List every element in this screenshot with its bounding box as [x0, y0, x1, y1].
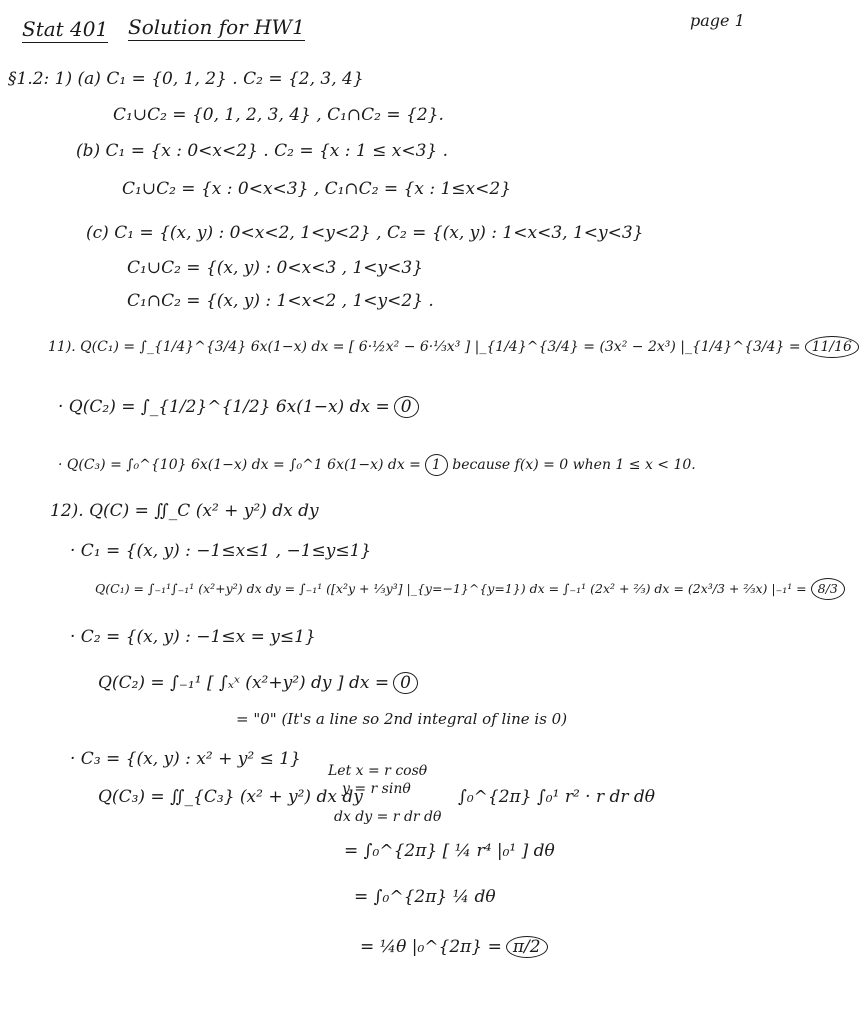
line-11-qc1: 11). Q(C₁) = ∫_{1/4}^{3/4} 6x(1−x) dx = [ 6·½x² − 6·⅓x³ ] |_{1/4}^{3/4} = (3x² − 2x³) |_{1/4}^{3/4} = 11/16 — [48, 336, 859, 358]
page-title: Solution for HW1 — [128, 15, 305, 39]
line-1c-intersection: C₁∩C₂ = {(x, y) : 1<x<2 , 1<y<2} . — [127, 291, 434, 311]
line-1a-union: C₁∪C₂ = {0, 1, 2, 3, 4} , C₁∩C₂ = {2}. — [113, 105, 444, 125]
answer-12-qc3: π/2 — [506, 936, 548, 958]
course-label: Stat 401 — [22, 17, 109, 41]
substitution-x: Let x = r cosθ — [328, 763, 428, 779]
line-12-c2: · C₂ = {(x, y) : −1≤x = y≤1} — [70, 627, 316, 647]
line-1b-union: C₁∪C₂ = {x : 0<x<3} , C₁∩C₂ = {x : 1≤x<2} — [122, 179, 512, 199]
substitution-y: y = r sinθ — [342, 781, 411, 797]
line-12-def: 12). Q(C) = ∬_C (x² + y²) dx dy — [50, 501, 319, 521]
page-number: page 1 — [690, 11, 745, 30]
answer-11-qc3: 1 — [425, 454, 448, 476]
answer-12-qc1: 8/3 — [811, 578, 845, 600]
line-1c-union: C₁∪C₂ = {(x, y) : 0<x<3 , 1<y<3} — [127, 258, 424, 278]
line-11-qc2: · Q(C₂) = ∫_{1/2}^{1/2} 6x(1−x) dx = 0 — [58, 396, 419, 418]
line-11-qc3: · Q(C₃) = ∫₀^{10} 6x(1−x) dx = ∫₀^1 6x(1−x) dx = 1 because f(x) = 0 when 1 ≤ x < 10. — [58, 454, 696, 476]
line-1c-sets: (c) C₁ = {(x, y) : 0<x<2, 1<y<2} , C₂ = {(x, y) : 1<x<3, 1<y<3} — [86, 223, 644, 243]
line-1b-sets: (b) C₁ = {x : 0<x<2} . C₂ = {x : 1 ≤ x<3} . — [76, 141, 449, 161]
line-12-step2: = ∫₀^{2π} ¼ dθ — [354, 887, 496, 907]
answer-12-qc2: 0 — [393, 672, 418, 694]
line-12-c3: · C₃ = {(x, y) : x² + y² ≤ 1} — [70, 749, 301, 769]
line-12-qc2: Q(C₂) = ∫₋₁¹ [ ∫ₓˣ (x²+y²) dy ] dx = 0 — [98, 672, 418, 694]
line-12-qc3-polar: ∫₀^{2π} ∫₀¹ r² · r dr dθ — [458, 787, 656, 807]
line-12-step1: = ∫₀^{2π} [ ¼ r⁴ |₀¹ ] dθ — [344, 841, 555, 861]
answer-11-qc2: 0 — [394, 396, 419, 418]
line-12-step3: = ¼θ |₀^{2π} = π/2 — [360, 936, 548, 958]
line-12-c1: · C₁ = {(x, y) : −1≤x≤1 , −1≤y≤1} — [70, 541, 372, 561]
line-12-qc1: Q(C₁) = ∫₋₁¹∫₋₁¹ (x²+y²) dx dy = ∫₋₁¹ ([x²y + ⅓y³] |_{y=−1}^{y=1}) dx = ∫₋₁¹ (2x² + ⅔) dx = (2x³/3 + ⅔x) |₋₁¹ = 8/3 — [95, 578, 845, 600]
line-12-qc2-note: = "0" (It's a line so 2nd integral of line is 0) — [236, 710, 568, 728]
line-12-qc3: Q(C₃) = ∬_{C₃} (x² + y²) dx dy — [98, 787, 363, 807]
line-11-qc3-note: because f(x) = 0 when 1 ≤ x < 10. — [452, 457, 696, 473]
line-1a-sets: §1.2: 1) (a) C₁ = {0, 1, 2} . C₂ = {2, 3, 4} — [8, 69, 364, 89]
answer-11-qc1: 11/16 — [805, 336, 859, 358]
substitution-jacobian: dx dy = r dr dθ — [334, 809, 442, 825]
